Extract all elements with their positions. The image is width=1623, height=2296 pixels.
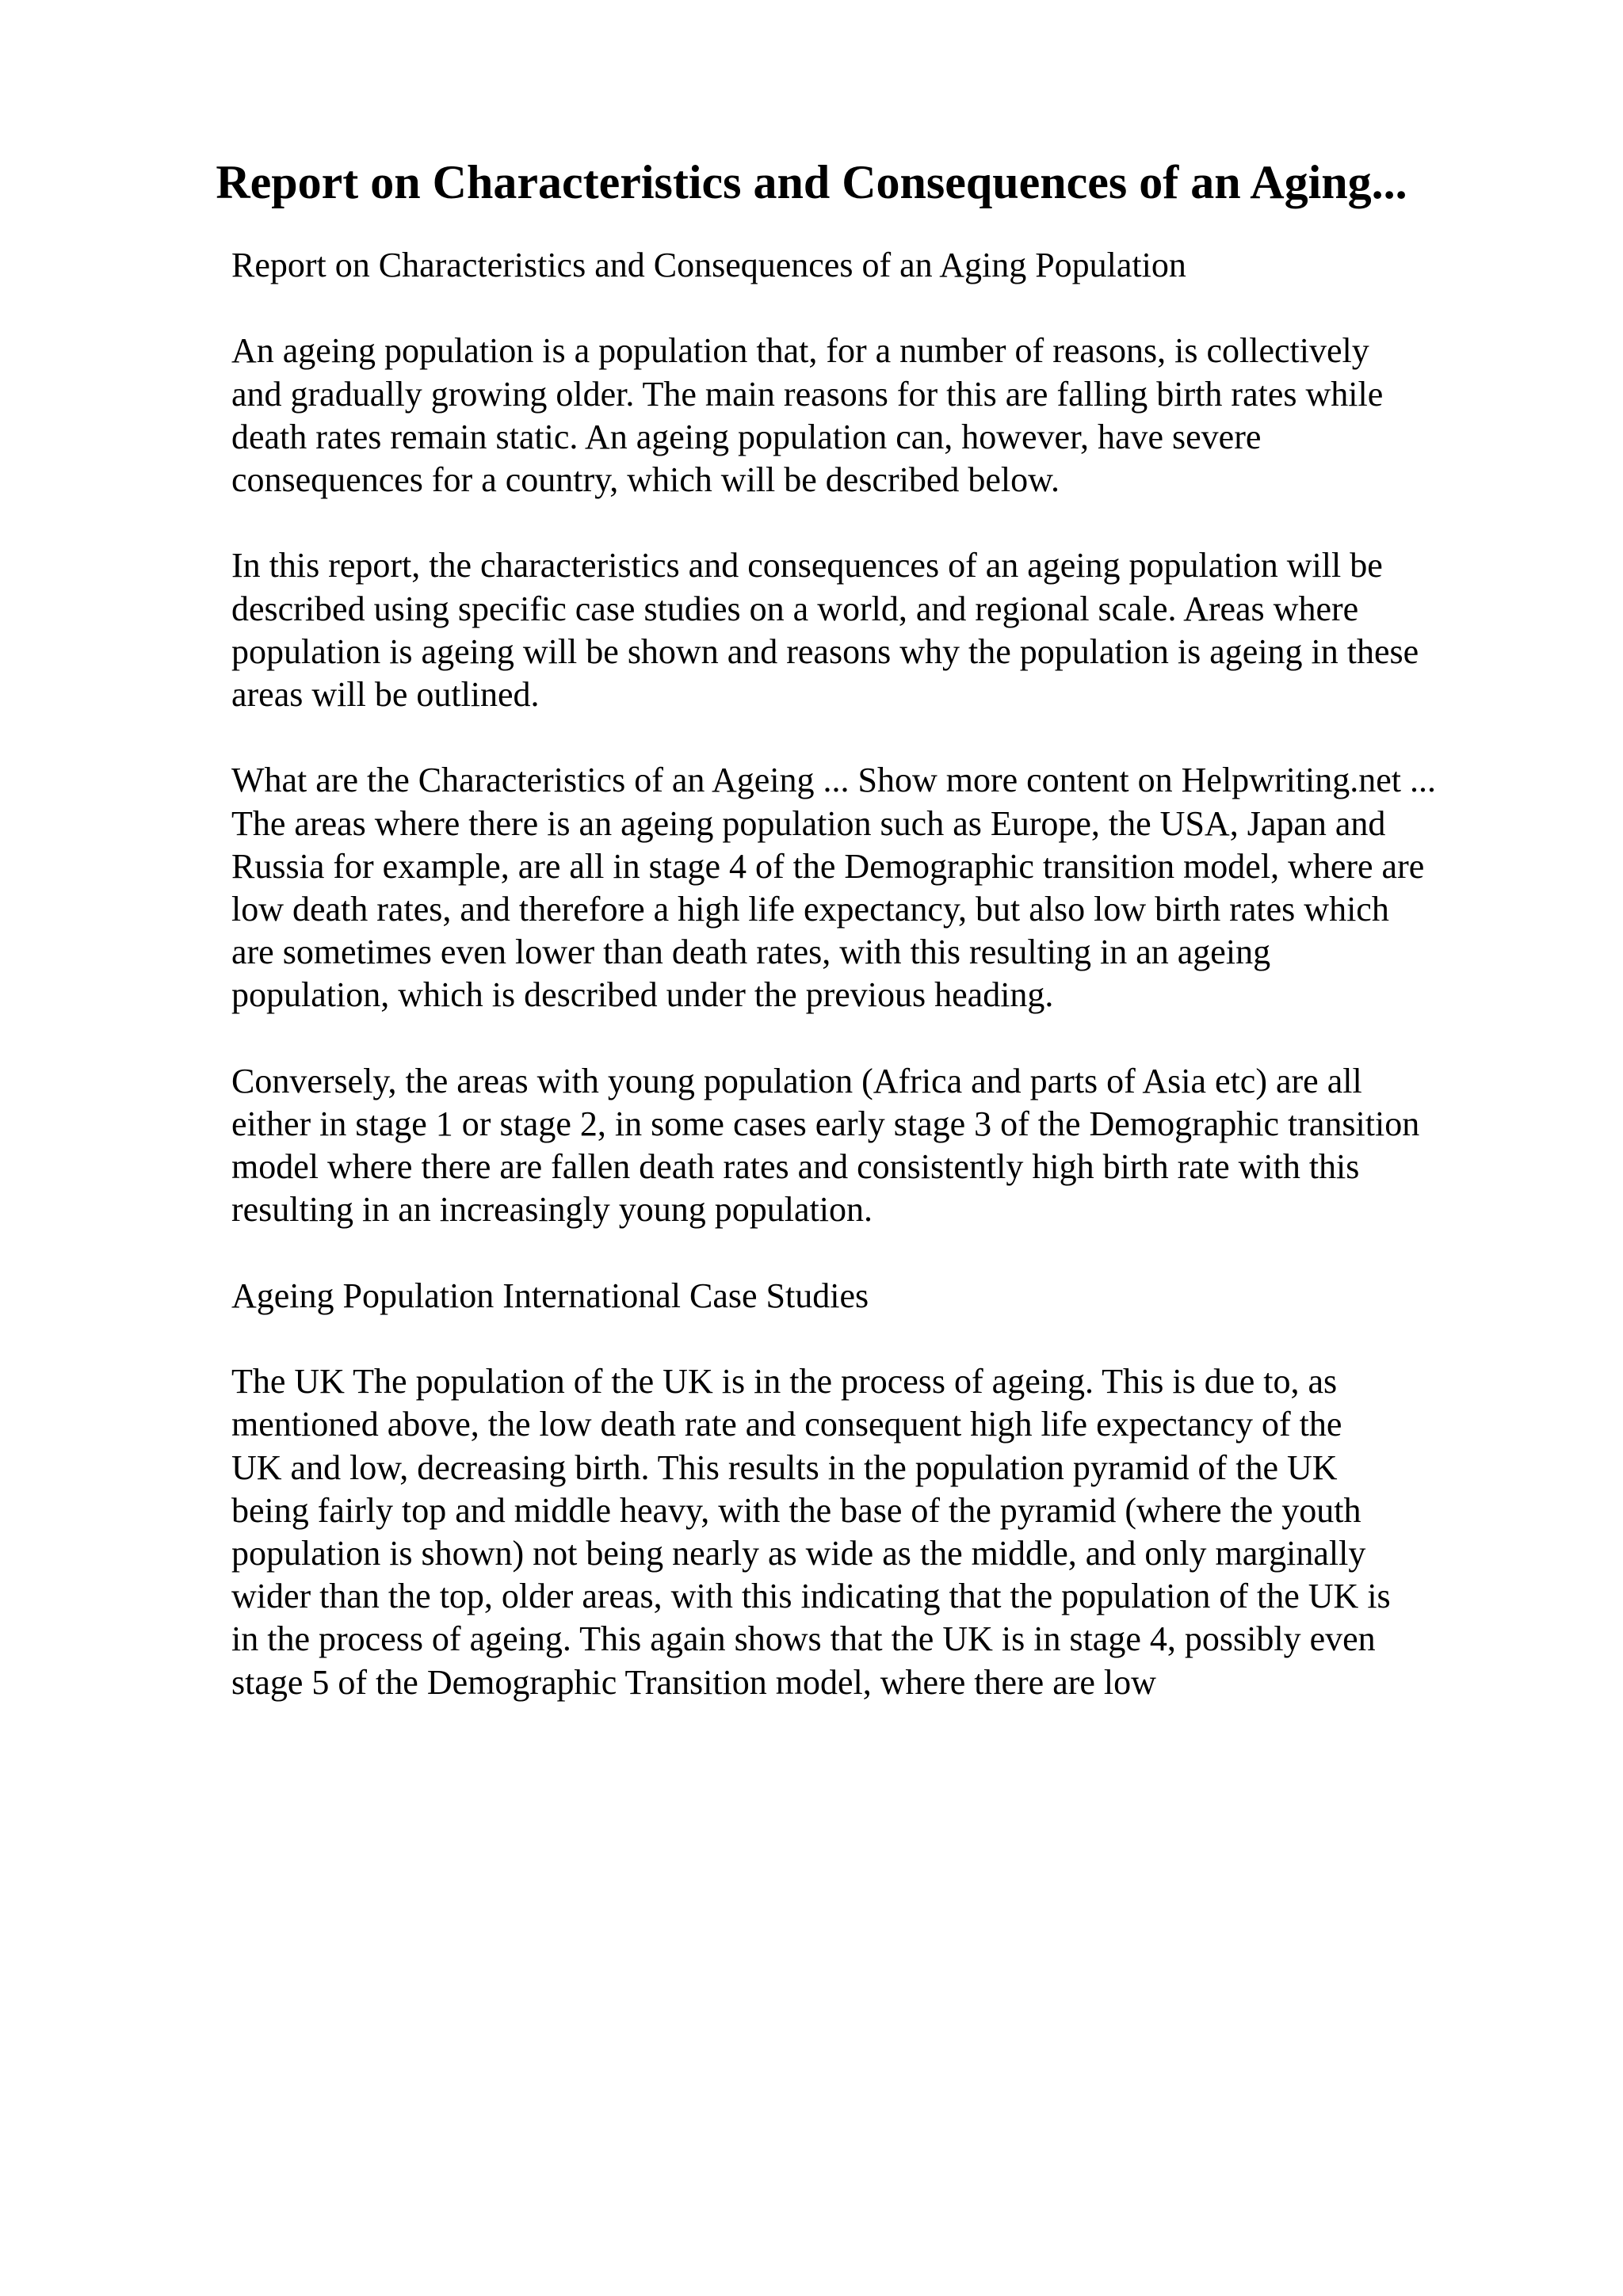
text-line: What are the Characteristics of an Ageing ... Show more content on Helpwriting.net ... [231, 761, 1437, 800]
young-population-paragraph [231, 1060, 1610, 1232]
text-line: areas will be outlined. [231, 675, 540, 714]
text-line: In this report, the characteristics and consequences of an ageing population will be [231, 546, 1383, 585]
text-line: Report on Characteristics and Consequences of an Aging Population [231, 246, 1186, 284]
subtitle-paragraph [231, 244, 1610, 287]
text-line: being fairly top and middle heavy, with the base of the pyramid (where the youth [231, 1490, 1361, 1530]
text-line: in the process of ageing. This again shows that the UK is in stage 4, possibly even [231, 1619, 1376, 1659]
text-line: model where there are fallen death rates and consistently high birth rate with this [231, 1147, 1360, 1187]
text-line: are sometimes even lower than death rates, with this resulting in an ageing [231, 933, 1271, 972]
text-line: The areas where there is an ageing population such as Europe, the USA, Japan and [231, 803, 1386, 843]
report-scope-paragraph [231, 544, 1610, 716]
text-line: Ageing Population International Case Studies [231, 1276, 869, 1315]
text-line: resulting in an increasingly young population. [231, 1190, 873, 1230]
text-line: wider than the top, older areas, with this indicating that the population of the UK is [231, 1577, 1391, 1616]
text-line: An ageing population is a population that, for a number of reasons, is collectively [231, 331, 1369, 371]
text-line: low death rates, and therefore a high life expectancy, but also low birth rates which [231, 890, 1389, 929]
text-line: population is shown) not being nearly as wide as the middle, and only marginally [231, 1534, 1366, 1573]
characteristics-paragraph [231, 759, 1610, 1016]
text-line: mentioned above, the low death rate and consequent high life expectancy of the [231, 1405, 1342, 1444]
text-line: stage 5 of the Demographic Transition model, where there are low [231, 1662, 1156, 1702]
document-body [231, 244, 1610, 1704]
text-line: consequences for a country, which will be described below. [231, 460, 1060, 499]
text-line: population is ageing will be shown and reasons why the population is ageing in these [231, 631, 1419, 671]
text-line: The UK The population of the UK is in the process of ageing. This is due to, as [231, 1362, 1338, 1402]
text-line: Conversely, the areas with young population (Africa and parts of Asia etc) are all [231, 1061, 1362, 1100]
document-title: Report on Characteristics and Consequences of an Aging... [216, 156, 1407, 208]
uk-case-study-paragraph [231, 1360, 1610, 1704]
text-line: described using specific case studies on a world, and regional scale. Areas where [231, 589, 1359, 628]
text-line: UK and low, decreasing birth. This results in the population pyramid of the UK [231, 1447, 1338, 1487]
text-line: either in stage 1 or stage 2, in some cases early stage 3 of the Demographic transition [231, 1104, 1420, 1143]
intro-paragraph [231, 330, 1610, 502]
text-line: Russia for example, are all in stage 4 of the Demographic transition model, where are [231, 846, 1425, 886]
text-line: and gradually growing older. The main reasons for this are falling birth rates while [231, 374, 1384, 414]
case-studies-heading [231, 1275, 1610, 1318]
text-line: population, which is described under the previous heading. [231, 975, 1054, 1015]
text-line: death rates remain static. An ageing population can, however, have severe [231, 417, 1262, 456]
